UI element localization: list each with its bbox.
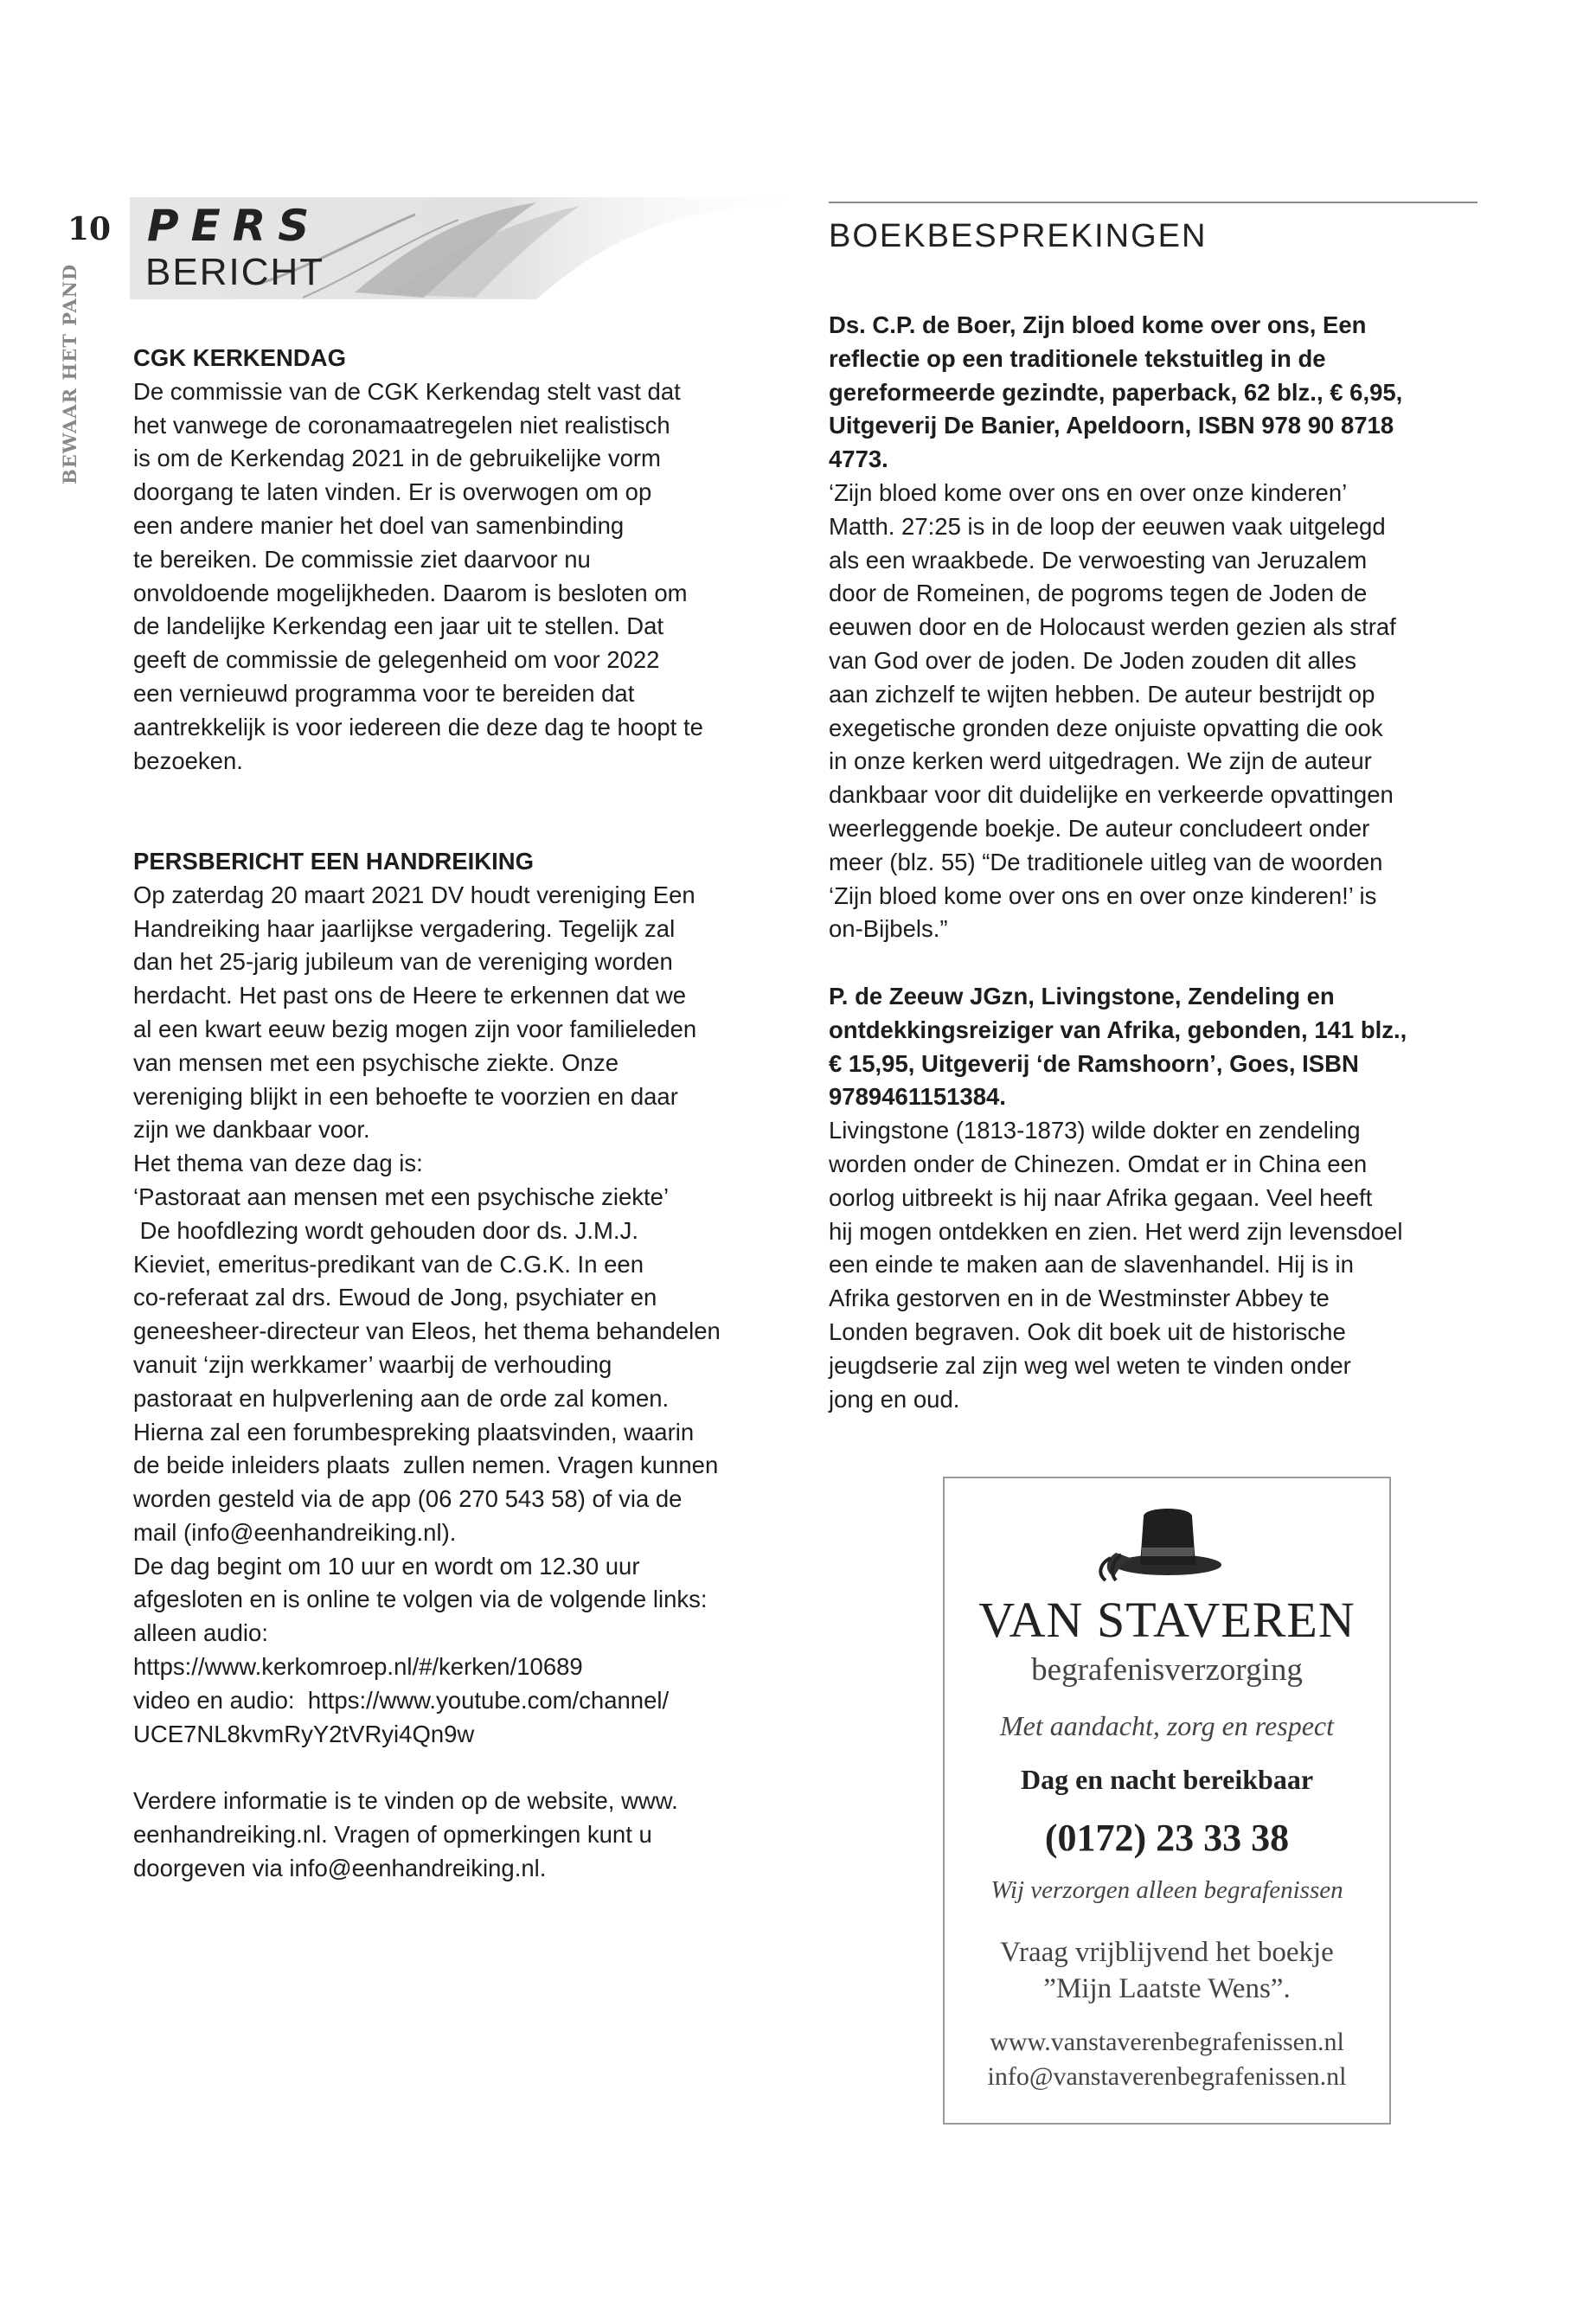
top-hat-icon bbox=[1090, 1497, 1246, 1584]
body-line: De commissie van de CGK Kerkendag stelt vast dat bbox=[133, 377, 681, 405]
body-line: alleen audio: bbox=[133, 1619, 268, 1647]
body-line: Kieviet, emeritus-predikant van de C.G.K. In een bbox=[133, 1250, 644, 1278]
body-line: hij mogen ontdekken en zien. Het werd zijn levensdoel bbox=[829, 1217, 1403, 1245]
ad-only-funerals: Wij verzorgen alleen begrafenissen bbox=[990, 1876, 1343, 1904]
body-line: een vernieuwd programma voor te bereiden dat bbox=[133, 679, 635, 707]
body-line: co-referaat zal drs. Ewoud de Jong, psychiater en bbox=[133, 1284, 657, 1311]
review-heading: P. de Zeeuw JGzn, Livingstone, Zendeling en bbox=[829, 982, 1335, 1009]
body-line: worden onder de Chinezen. Omdat er in China een bbox=[829, 1150, 1368, 1177]
review-heading: € 15,95, Uitgeverij ‘de Ramshoorn’, Goes, ISBN bbox=[829, 1049, 1359, 1077]
body-line: aan zichzelf te wijten hebben. De auteur bestrijdt op bbox=[829, 680, 1375, 708]
body-line: de landelijke Kerkendag een jaar uit te stellen. Dat bbox=[133, 612, 664, 640]
body-line: ‘Pastoraat aan mensen met een psychische ziekte’ bbox=[133, 1183, 670, 1210]
link-kerkomroep[interactable]: https://www.kerkomroep.nl/#/kerken/10689 bbox=[133, 1653, 583, 1681]
ad-booklet-line: Vraag vrijblijvend het boekje bbox=[1000, 1937, 1334, 1968]
body-line: al een kwart eeuw bezig mogen zijn voor familieleden bbox=[133, 1015, 697, 1042]
body-line: van God over de joden. De Joden zouden dit alles bbox=[829, 646, 1356, 674]
body-line: onvoldoende mogelijkheden. Daarom is besloten om bbox=[133, 579, 688, 606]
body-line: doorgeven via info@eenhandreiking.nl. bbox=[133, 1854, 547, 1881]
link-youtube[interactable]: video en audio: https://www.youtube.com/channel/ bbox=[133, 1686, 670, 1714]
review-heading: reflectie op een traditionele tekstuitleg in de bbox=[829, 344, 1326, 372]
body-line: ‘Zijn bloed kome over ons en over onze kinderen’ bbox=[829, 478, 1348, 506]
ad-phone: (0172) 23 33 38 bbox=[1044, 1817, 1290, 1859]
body-line: Livingstone (1813-1873) wilde dokter en zendeling bbox=[829, 1117, 1361, 1144]
body-line: vereniging blijkt in een behoefte te voorzien en daar bbox=[133, 1082, 678, 1110]
body-line: oorlog uitbreekt is hij naar Afrika gegaan. Veel heeft bbox=[829, 1183, 1373, 1211]
body-line: Het thema van deze dag is: bbox=[133, 1150, 423, 1177]
body-line: in onze kerken werd uitgedragen. We zijn de auteur bbox=[829, 747, 1372, 775]
review-heading: ontdekkingsreiziger van Afrika, gebonden, 141 blz., bbox=[829, 1016, 1407, 1043]
body-line: pastoraat en hulpverlening aan de orde zal komen. bbox=[133, 1384, 670, 1412]
bericht-word: BERICHT bbox=[145, 251, 325, 293]
body-line: Handreiking haar jaarlijkse vergadering. Tegelijk zal bbox=[133, 914, 676, 942]
body-line: Verdere informatie is te vinden op de website, www. bbox=[133, 1787, 678, 1815]
body-line: geneesheer-directeur van Eleos, het thema behandelen bbox=[133, 1317, 721, 1345]
left-column bbox=[133, 342, 791, 1886]
body-line: Londen begraven. Ook dit boek uit de historische bbox=[829, 1317, 1346, 1345]
ad-tagline: Met aandacht, zorg en respect bbox=[1000, 1710, 1334, 1741]
body-line: ‘Zijn bloed kome over ons en over onze kinderen!’ is bbox=[829, 881, 1377, 909]
body-line: vanuit ‘zijn werkkamer’ waarbij de verhouding bbox=[133, 1350, 612, 1378]
article-title: PERSBERICHT EEN HANDREIKING bbox=[133, 847, 534, 875]
body-line: doorgang te laten vinden. Er is overwogen om op bbox=[133, 478, 652, 506]
side-label: BEWAAR HET PAND bbox=[59, 263, 80, 484]
section-title: BOEKBESPREKINGEN bbox=[829, 218, 1208, 254]
body-line: worden gesteld via de app (06 270 543 58) of via de bbox=[133, 1485, 683, 1513]
body-line: geeft de commissie de gelegenheid om voor 2022 bbox=[133, 646, 660, 674]
body-line: is om de Kerkendag 2021 in de gebruikelijke vorm bbox=[133, 445, 661, 472]
body-line: Op zaterdag 20 maart 2021 DV houdt vereniging Een bbox=[133, 881, 695, 908]
right-column bbox=[829, 309, 1469, 1416]
body-line: het vanwege de coronamaatregelen niet realistisch bbox=[133, 411, 670, 439]
body-line: een andere manier het doel van samenbinding bbox=[133, 511, 625, 539]
article-title: CGK KERKENDAG bbox=[133, 344, 346, 371]
review-heading: Ds. C.P. de Boer, Zijn bloed kome over ons, Een bbox=[829, 311, 1367, 338]
body-line: afgesloten en is online te volgen via de volgende links: bbox=[133, 1586, 708, 1613]
body-line: herdacht. Het past ons de Heere te erkennen dat we bbox=[133, 982, 687, 1009]
body-line: jeugdserie zal zijn weg wel weten te vinden onder bbox=[829, 1351, 1351, 1379]
funeral-advertisement bbox=[943, 1477, 1391, 2125]
review-heading: 9789461151384. bbox=[829, 1083, 1006, 1111]
pers-word: PERS bbox=[147, 201, 322, 251]
ad-website-link[interactable]: www.vanstaverenbegrafenissen.nl bbox=[990, 2028, 1344, 2056]
review-heading: gereformeerde gezindte, paperback, 62 blz., € 6,95, bbox=[829, 378, 1403, 406]
body-line: aantrekkelijk is voor iedereen die deze dag te hoopt te bbox=[133, 713, 703, 740]
ad-booklet-title: ”Mijn Laatste Wens”. bbox=[1043, 1973, 1291, 2004]
ad-availability: Dag en nacht bereikbaar bbox=[1020, 1764, 1314, 1795]
persbericht-header bbox=[130, 197, 822, 299]
body-line: De dag begint om 10 uur en wordt om 12.30 uur bbox=[133, 1552, 640, 1580]
body-line: eeuwen door en de Holocaust werden gezien als straf bbox=[829, 613, 1396, 641]
review-heading: Uitgeverij De Banier, Apeldoorn, ISBN 978 90 8718 bbox=[829, 412, 1394, 439]
ad-email-link[interactable]: info@vanstaverenbegrafenissen.nl bbox=[987, 2062, 1347, 2091]
ad-subtitle: begrafenisverzorging bbox=[1031, 1652, 1303, 1688]
body-line: de beide inleiders plaats zullen nemen. Vragen kunnen bbox=[133, 1452, 719, 1479]
body-line: Matth. 27:25 is in de loop der eeuwen vaak uitgelegd bbox=[829, 512, 1386, 540]
body-line: van mensen met een psychische ziekte. Onze bbox=[133, 1048, 619, 1076]
body-line: De hoofdlezing wordt gehouden door ds. J.M.J. bbox=[133, 1216, 638, 1244]
body-line: weerleggende boekje. De auteur concludeert onder bbox=[829, 814, 1370, 842]
body-line: zijn we dankbaar voor. bbox=[133, 1116, 370, 1144]
body-line: exegetische gronden deze onjuiste opvatting die ook bbox=[829, 714, 1383, 741]
ad-brand: VAN STAVEREN bbox=[978, 1592, 1356, 1648]
link-youtube-cont[interactable]: UCE7NL8kvmRyY2tVRyi4Qn9w bbox=[133, 1720, 475, 1747]
body-line: eenhandreiking.nl. Vragen of opmerkingen kunt u bbox=[133, 1821, 652, 1849]
body-line: Hierna zal een forumbespreking plaatsvinden, waarin bbox=[133, 1418, 695, 1445]
body-line: dankbaar voor dit duidelijke en verkeerde opvattingen bbox=[829, 781, 1394, 809]
body-line: on-Bijbels.” bbox=[829, 915, 948, 943]
page-number: 10 bbox=[67, 211, 112, 247]
body-line: door de Romeinen, de pogroms tegen de Joden de bbox=[829, 580, 1368, 607]
body-line: mail (info@eenhandreiking.nl). bbox=[133, 1518, 457, 1546]
review-heading: 4773. bbox=[829, 445, 888, 473]
body-line: te bereiken. De commissie ziet daarvoor nu bbox=[133, 545, 591, 573]
body-line: als een wraakbede. De verwoesting van Jeruzalem bbox=[829, 546, 1368, 574]
body-line: Afrika gestorven en in de Westminster Abbey te bbox=[829, 1285, 1330, 1312]
body-line: bezoeken. bbox=[133, 747, 243, 774]
body-line: dan het 25-jarig jubileum van de vereniging worden bbox=[133, 948, 673, 976]
section-rule bbox=[829, 202, 1477, 203]
body-line: een einde te maken aan de slavenhandel. Hij is in bbox=[829, 1251, 1354, 1279]
body-line: meer (blz. 55) “De traditionele uitleg van de woorden bbox=[829, 848, 1383, 875]
body-line: jong en oud. bbox=[829, 1385, 960, 1413]
